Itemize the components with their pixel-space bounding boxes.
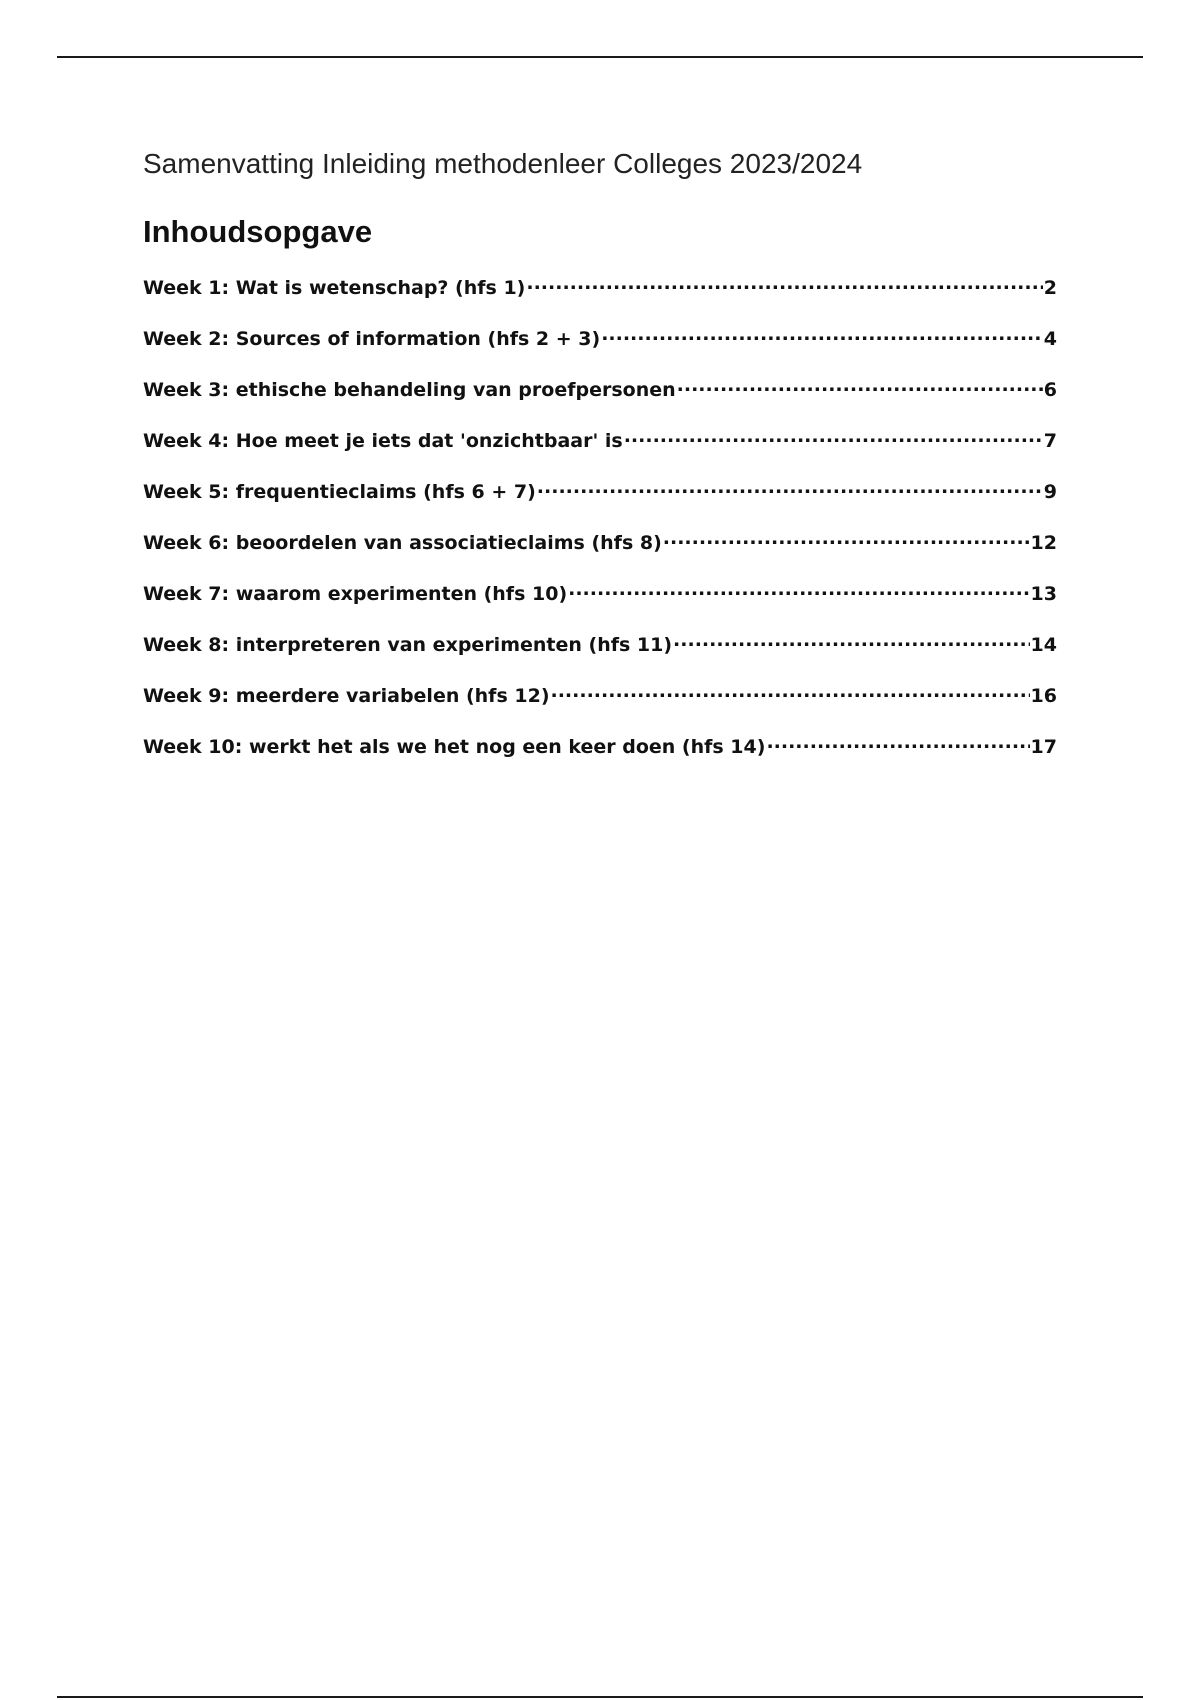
toc-entry[interactable] (143, 629, 1057, 680)
toc-entry-label: Week 2: Sources of information (hfs 2 + 3) (143, 328, 601, 350)
toc-dot-leader (673, 629, 1030, 651)
toc-dot-leader (624, 425, 1043, 447)
toc-entry-page: 4 (1043, 328, 1057, 350)
header-rule (57, 56, 1143, 58)
toc-entry[interactable] (143, 323, 1057, 374)
toc-entry[interactable] (143, 425, 1057, 476)
toc-entry-label: Week 7: waarom experimenten (hfs 10) (143, 583, 568, 605)
document-title: Samenvatting Inleiding methodenleer Colleges 2023/2024 (143, 148, 863, 179)
toc-entry[interactable] (143, 680, 1057, 731)
toc-entry-label: Week 4: Hoe meet je iets dat 'onzichtbaar' is (143, 430, 623, 452)
toc-entry[interactable] (143, 476, 1057, 527)
toc-dot-leader (677, 374, 1043, 396)
toc-entry-label: Week 8: interpreteren van experimenten (hfs 11) (143, 634, 673, 656)
toc-entry-label: Week 10: werkt het als we het nog een keer doen (hfs 14) (143, 736, 766, 758)
toc-entry[interactable] (143, 374, 1057, 425)
toc-dot-leader (551, 680, 1030, 702)
toc-entry-page: 12 (1030, 532, 1057, 554)
toc-entry-page: 16 (1030, 685, 1057, 707)
toc-entry-page: 14 (1030, 634, 1057, 656)
toc-entry[interactable] (143, 731, 1057, 782)
toc-dot-leader (568, 578, 1029, 600)
toc-entry-page: 13 (1030, 583, 1057, 605)
toc-entry[interactable] (143, 527, 1057, 578)
toc-entry-label: Week 1: Wat is wetenschap? (hfs 1) (143, 277, 526, 299)
toc-entry-page: 6 (1043, 379, 1057, 401)
toc-entry-label: Week 3: ethische behandeling van proefpersonen (143, 379, 676, 401)
document-page (143, 144, 1057, 758)
toc-entry[interactable] (143, 272, 1057, 323)
toc-dot-leader (663, 527, 1030, 549)
toc-entry-page: 17 (1030, 736, 1057, 758)
toc-entry-page: 9 (1043, 481, 1057, 503)
toc-entry-label: Week 5: frequentieclaims (hfs 6 + 7) (143, 481, 536, 503)
table-of-contents (143, 272, 1057, 782)
toc-dot-leader (601, 323, 1043, 345)
toc-dot-leader (766, 731, 1029, 753)
toc-entry-label: Week 9: meerdere variabelen (hfs 12) (143, 685, 550, 707)
toc-dot-leader (537, 476, 1043, 498)
toc-dot-leader (526, 272, 1042, 294)
toc-heading: Inhoudsopgave (143, 214, 373, 249)
toc-entry[interactable] (143, 578, 1057, 629)
toc-entry-page: 2 (1043, 277, 1057, 299)
toc-entry-page: 7 (1043, 430, 1057, 452)
toc-entry-label: Week 6: beoordelen van associatieclaims (hfs 8) (143, 532, 662, 554)
footer-rule (57, 1696, 1143, 1698)
